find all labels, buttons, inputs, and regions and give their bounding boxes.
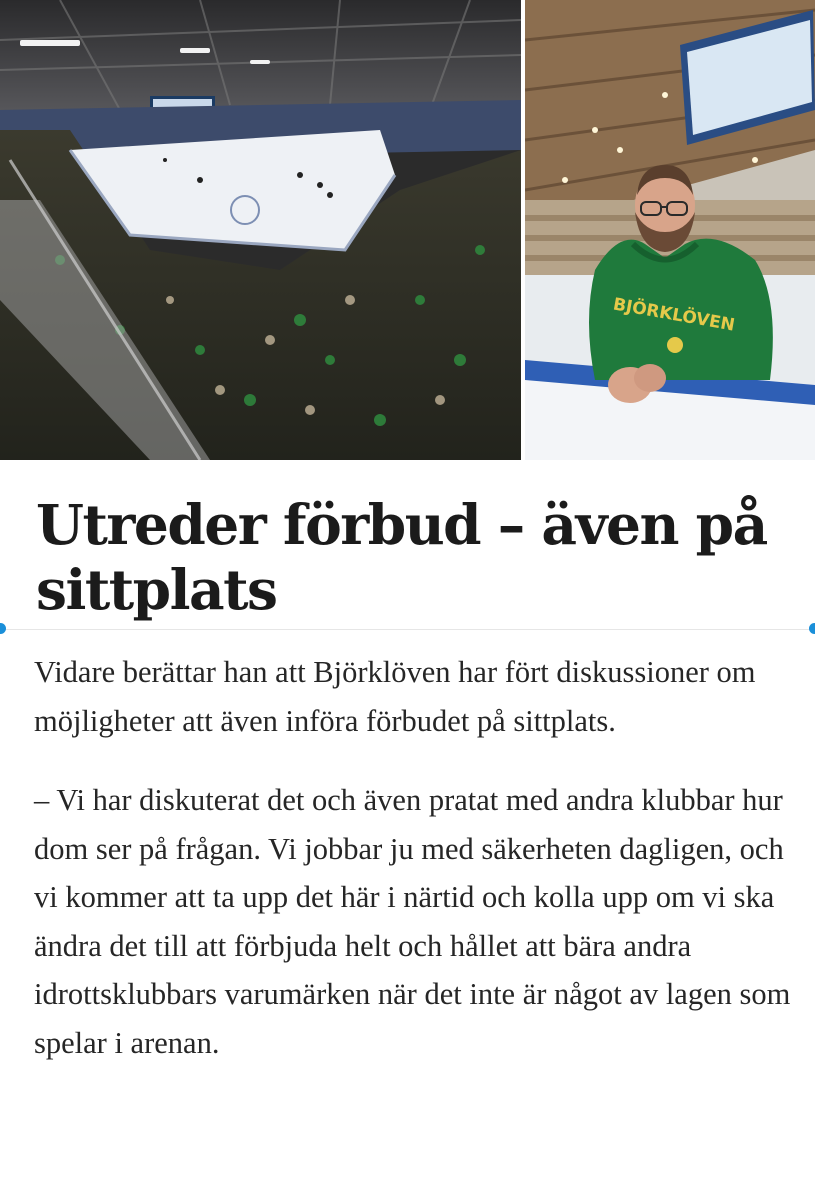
interviewee-photo[interactable] xyxy=(525,0,815,460)
arena-photo-illustration xyxy=(0,0,521,460)
article-headline: Utreder förbud – även på sittplats xyxy=(36,492,767,622)
article-hero-images xyxy=(0,0,815,460)
selection-handle-end[interactable] xyxy=(809,623,815,634)
hoodie-print: BJÖRKLÖVEN xyxy=(611,294,737,336)
text-selection-line xyxy=(4,629,811,630)
article-body xyxy=(34,648,809,1098)
article-paragraph-1: Vidare berättar han att Björklöven har fört diskussioner om möjligheter att även införa förbudet på sittplats. xyxy=(34,655,756,738)
article-paragraph-2: – Vi har diskuterat det och även pratat med andra klubbar hur dom ser på frågan. Vi jobbar ju med säkerheten dagligen, och vi kommer att ta upp det här i närtid och kolla upp om vi ska ändra det till att förbjuda helt och hållet att bära andra idrottsklubbars varumärken när det inte är något av lagen som spelar i arenan. xyxy=(34,783,791,1060)
arena-photo[interactable] xyxy=(0,0,521,460)
interviewee-photo-illustration xyxy=(525,0,815,460)
selection-handle-start[interactable] xyxy=(0,623,6,634)
